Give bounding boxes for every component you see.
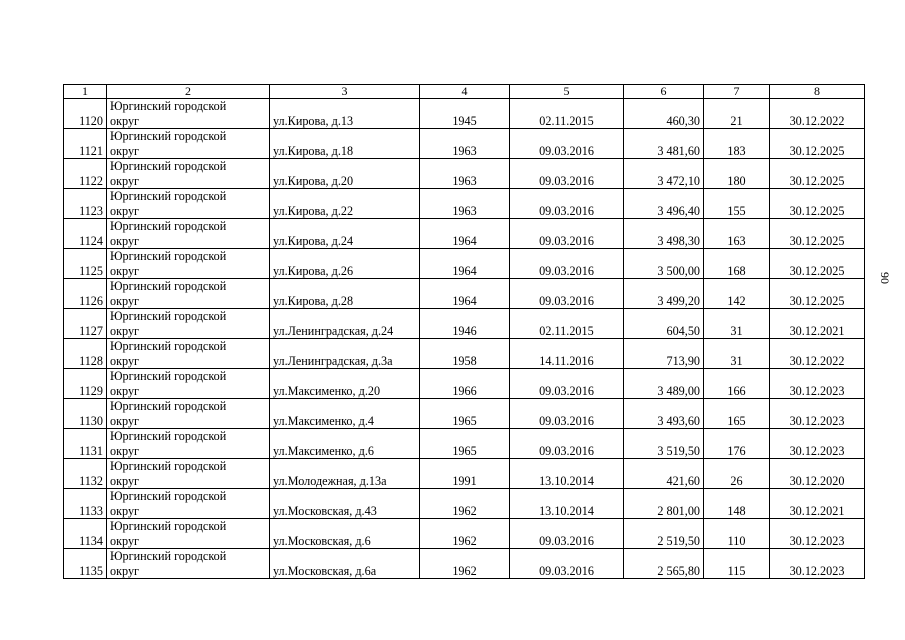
district-cell [107,249,270,279]
district-line-1: Юргинский городской [110,99,227,113]
column-number-8: 8 [770,85,865,99]
row-number: 1130 [64,399,107,429]
district-line-2: округ [110,203,140,218]
deadline-cell: 30.12.2022 [770,339,865,369]
year-cell: 1964 [420,219,510,249]
address-cell: ул.Кирова, д.20 [270,159,420,189]
area-cell: 3 519,50 [624,429,704,459]
deadline-cell: 30.12.2021 [770,309,865,339]
row-number: 1129 [64,369,107,399]
table-row [64,519,865,549]
flats-cell: 183 [704,129,770,159]
area-cell: 3 496,40 [624,189,704,219]
column-number-5: 5 [510,85,624,99]
district-cell [107,399,270,429]
district-cell [107,159,270,189]
year-cell: 1962 [420,519,510,549]
flats-cell: 165 [704,399,770,429]
deadline-cell: 30.12.2025 [770,189,865,219]
column-number-4: 4 [420,85,510,99]
year-cell: 1964 [420,279,510,309]
district-cell [107,99,270,129]
address-cell: ул.Московская, д.43 [270,489,420,519]
row-number: 1134 [64,519,107,549]
flats-cell: 155 [704,189,770,219]
district-line-2: округ [110,503,140,518]
district-line-1: Юргинский городской [110,189,227,203]
table-row [64,369,865,399]
year-cell: 1966 [420,369,510,399]
district-line-1: Юргинский городской [110,429,227,443]
flats-cell: 115 [704,549,770,579]
district-line-2: округ [110,293,140,308]
year-cell: 1963 [420,129,510,159]
flats-cell: 26 [704,459,770,489]
district-line-2: округ [110,143,140,158]
address-cell: ул.Кирова, д.28 [270,279,420,309]
date-cell: 14.11.2016 [510,339,624,369]
district-line-2: округ [110,173,140,188]
deadline-cell: 30.12.2022 [770,99,865,129]
deadline-cell: 30.12.2025 [770,219,865,249]
district-line-1: Юргинский городской [110,219,227,233]
year-cell: 1962 [420,549,510,579]
date-cell: 09.03.2016 [510,279,624,309]
row-number: 1125 [64,249,107,279]
district-cell [107,129,270,159]
district-cell [107,369,270,399]
address-cell: ул.Ленинградская, д.24 [270,309,420,339]
page-number: 90 [878,272,892,284]
table-row [64,219,865,249]
flats-cell: 148 [704,489,770,519]
district-line-2: округ [110,473,140,488]
row-number: 1133 [64,489,107,519]
date-cell: 09.03.2016 [510,369,624,399]
address-cell: ул.Кирова, д.18 [270,129,420,159]
area-cell: 2 565,80 [624,549,704,579]
year-cell: 1965 [420,399,510,429]
district-line-2: округ [110,323,140,338]
year-cell: 1963 [420,159,510,189]
area-cell: 3 498,30 [624,219,704,249]
column-number-6: 6 [624,85,704,99]
column-number-2: 2 [107,85,270,99]
address-cell: ул.Максименко, д.4 [270,399,420,429]
address-cell: ул.Московская, д.6а [270,549,420,579]
year-cell: 1991 [420,459,510,489]
area-cell: 3 493,60 [624,399,704,429]
table-row [64,249,865,279]
table-row [64,309,865,339]
year-cell: 1964 [420,249,510,279]
date-cell: 09.03.2016 [510,549,624,579]
flats-cell: 180 [704,159,770,189]
deadline-cell: 30.12.2023 [770,519,865,549]
date-cell: 02.11.2015 [510,309,624,339]
district-line-1: Юргинский городской [110,489,227,503]
year-cell: 1962 [420,489,510,519]
district-cell [107,279,270,309]
address-cell: ул.Кирова, д.22 [270,189,420,219]
district-cell [107,339,270,369]
district-line-1: Юргинский городской [110,279,227,293]
table-row [64,459,865,489]
district-cell [107,489,270,519]
column-number-row [64,85,865,99]
district-line-2: округ [110,113,140,128]
flats-cell: 31 [704,339,770,369]
table-row [64,129,865,159]
district-line-1: Юргинский городской [110,249,227,263]
registry-table [63,84,865,579]
row-number: 1132 [64,459,107,489]
table-body [64,85,865,579]
district-line-1: Юргинский городской [110,399,227,413]
row-number: 1131 [64,429,107,459]
district-line-2: округ [110,443,140,458]
district-line-1: Юргинский городской [110,519,227,533]
district-line-1: Юргинский городской [110,339,227,353]
district-cell [107,219,270,249]
deadline-cell: 30.12.2025 [770,129,865,159]
column-number-1: 1 [64,85,107,99]
date-cell: 13.10.2014 [510,489,624,519]
address-cell: ул.Ленинградская, д.3а [270,339,420,369]
district-line-2: округ [110,383,140,398]
district-cell [107,549,270,579]
flats-cell: 21 [704,99,770,129]
district-cell [107,189,270,219]
row-number: 1127 [64,309,107,339]
table-row [64,489,865,519]
flats-cell: 176 [704,429,770,459]
area-cell: 713,90 [624,339,704,369]
address-cell: ул.Кирова, д.26 [270,249,420,279]
area-cell: 3 500,00 [624,249,704,279]
district-cell [107,429,270,459]
table-row [64,429,865,459]
address-cell: ул.Максименко, д.6 [270,429,420,459]
district-line-1: Юргинский городской [110,549,227,563]
flats-cell: 142 [704,279,770,309]
area-cell: 3 489,00 [624,369,704,399]
table-row [64,549,865,579]
district-cell [107,459,270,489]
table-row [64,339,865,369]
row-number: 1121 [64,129,107,159]
year-cell: 1958 [420,339,510,369]
flats-cell: 166 [704,369,770,399]
district-line-2: округ [110,233,140,248]
row-number: 1126 [64,279,107,309]
district-line-1: Юргинский городской [110,309,227,323]
address-cell: ул.Кирова, д.13 [270,99,420,129]
address-cell: ул.Кирова, д.24 [270,219,420,249]
row-number: 1124 [64,219,107,249]
district-cell [107,309,270,339]
address-cell: ул.Максименко, д.20 [270,369,420,399]
district-line-1: Юргинский городской [110,159,227,173]
district-line-2: округ [110,533,140,548]
area-cell: 3 499,20 [624,279,704,309]
date-cell: 09.03.2016 [510,429,624,459]
district-line-1: Юргинский городской [110,369,227,383]
table-row [64,99,865,129]
row-number: 1128 [64,339,107,369]
area-cell: 3 472,10 [624,159,704,189]
area-cell: 2 519,50 [624,519,704,549]
deadline-cell: 30.12.2025 [770,249,865,279]
district-line-2: округ [110,353,140,368]
deadline-cell: 30.12.2021 [770,489,865,519]
table-row [64,399,865,429]
deadline-cell: 30.12.2023 [770,429,865,459]
row-number: 1122 [64,159,107,189]
date-cell: 09.03.2016 [510,399,624,429]
deadline-cell: 30.12.2023 [770,369,865,399]
flats-cell: 168 [704,249,770,279]
date-cell: 02.11.2015 [510,99,624,129]
district-line-1: Юргинский городской [110,129,227,143]
table-row [64,189,865,219]
date-cell: 09.03.2016 [510,189,624,219]
date-cell: 09.03.2016 [510,249,624,279]
deadline-cell: 30.12.2025 [770,159,865,189]
address-cell: ул.Молодежная, д.13а [270,459,420,489]
deadline-cell: 30.12.2025 [770,279,865,309]
table-row [64,159,865,189]
flats-cell: 31 [704,309,770,339]
area-cell: 460,30 [624,99,704,129]
column-number-7: 7 [704,85,770,99]
year-cell: 1963 [420,189,510,219]
table-row [64,279,865,309]
flats-cell: 163 [704,219,770,249]
area-cell: 604,50 [624,309,704,339]
date-cell: 13.10.2014 [510,459,624,489]
district-line-2: округ [110,263,140,278]
year-cell: 1965 [420,429,510,459]
date-cell: 09.03.2016 [510,129,624,159]
flats-cell: 110 [704,519,770,549]
area-cell: 421,60 [624,459,704,489]
district-line-2: округ [110,413,140,428]
date-cell: 09.03.2016 [510,519,624,549]
district-cell [107,519,270,549]
area-cell: 2 801,00 [624,489,704,519]
year-cell: 1946 [420,309,510,339]
district-line-1: Юргинский городской [110,459,227,473]
deadline-cell: 30.12.2023 [770,549,865,579]
row-number: 1123 [64,189,107,219]
district-line-2: округ [110,563,140,578]
deadline-cell: 30.12.2023 [770,399,865,429]
date-cell: 09.03.2016 [510,159,624,189]
deadline-cell: 30.12.2020 [770,459,865,489]
row-number: 1120 [64,99,107,129]
area-cell: 3 481,60 [624,129,704,159]
row-number: 1135 [64,549,107,579]
column-number-3: 3 [270,85,420,99]
year-cell: 1945 [420,99,510,129]
date-cell: 09.03.2016 [510,219,624,249]
address-cell: ул.Московская, д.6 [270,519,420,549]
